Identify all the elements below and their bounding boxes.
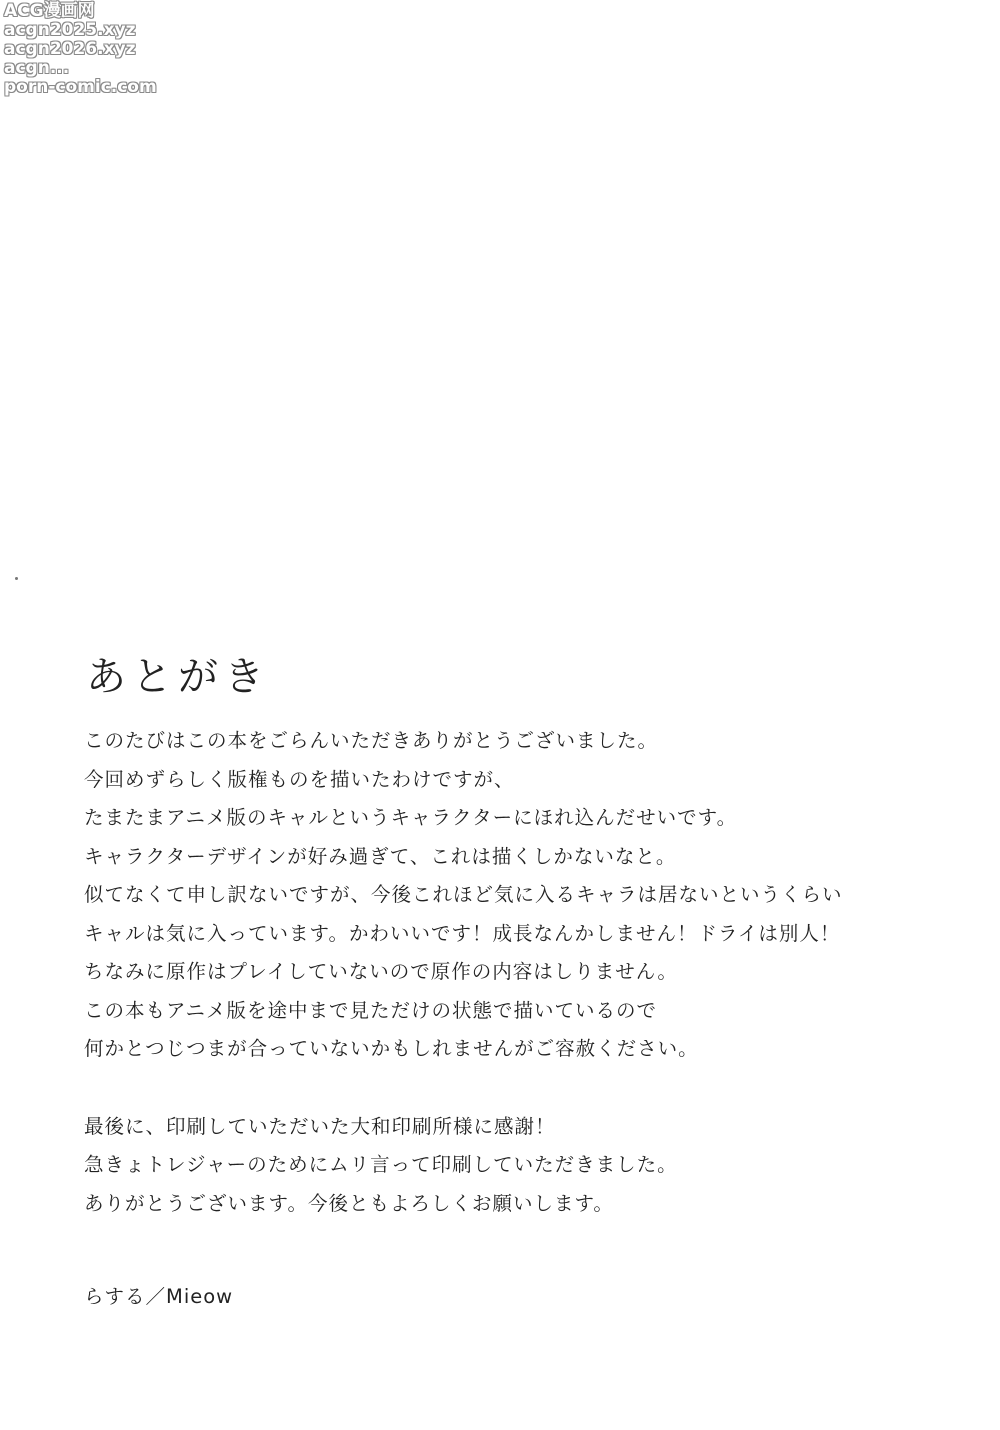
- watermark-line: acgn...: [4, 58, 70, 78]
- text-line: キャラクターデザインが好み過ぎて、これは描くしかないなと。: [84, 844, 677, 868]
- text-line: この本もアニメ版を途中まで見ただけの状態で描いているので: [84, 998, 658, 1022]
- afterword-heading: あとがき: [86, 653, 270, 700]
- afterword-body: [84, 722, 964, 1223]
- watermark-line: acgn2026.xyz: [4, 39, 136, 59]
- text-line: たまたまアニメ版のキャルというキャラクターにほれ込んだせいです。: [84, 806, 738, 829]
- text-line: キャルは気に入っています。かわいいです！成長なんかしません！ドライは別人！: [84, 921, 841, 945]
- text-line: 今回めずらしく版権ものを描いたわけですが、: [84, 767, 515, 791]
- text-line: 最後に、印刷していただいた大和印刷所様に感謝！: [84, 1114, 556, 1138]
- watermark-line: acgn2025.xyz: [4, 20, 136, 40]
- watermark-line: ACG漫画网: [4, 1, 95, 21]
- paragraph-spacer: [84, 1069, 964, 1108]
- paragraph: [84, 722, 964, 1069]
- text-line: 急きょトレジャーのためにムリ言って印刷していただきました。: [84, 1153, 678, 1176]
- stray-mark: [15, 577, 18, 580]
- text-line: ありがとうございます。今後ともよろしくお願いします。: [84, 1191, 614, 1215]
- text-line: ちなみに原作はプレイしていないので原作の内容はしりません。: [84, 960, 678, 983]
- author-signature: らする／Mieow: [84, 1285, 234, 1308]
- paragraph: [84, 1108, 964, 1224]
- text-line: 何かとつじつまが合っていないかもしれませんがご容赦ください。: [84, 1037, 699, 1060]
- text-line: 似てなくて申し訳ないですが、今後これほど気に入るキャラは居ないというくらい: [84, 883, 843, 906]
- watermark: [4, 1, 157, 97]
- watermark-line: porn-comic.com: [4, 77, 157, 97]
- text-line: このたびはこの本をごらんいただきありがとうございました。: [84, 729, 659, 752]
